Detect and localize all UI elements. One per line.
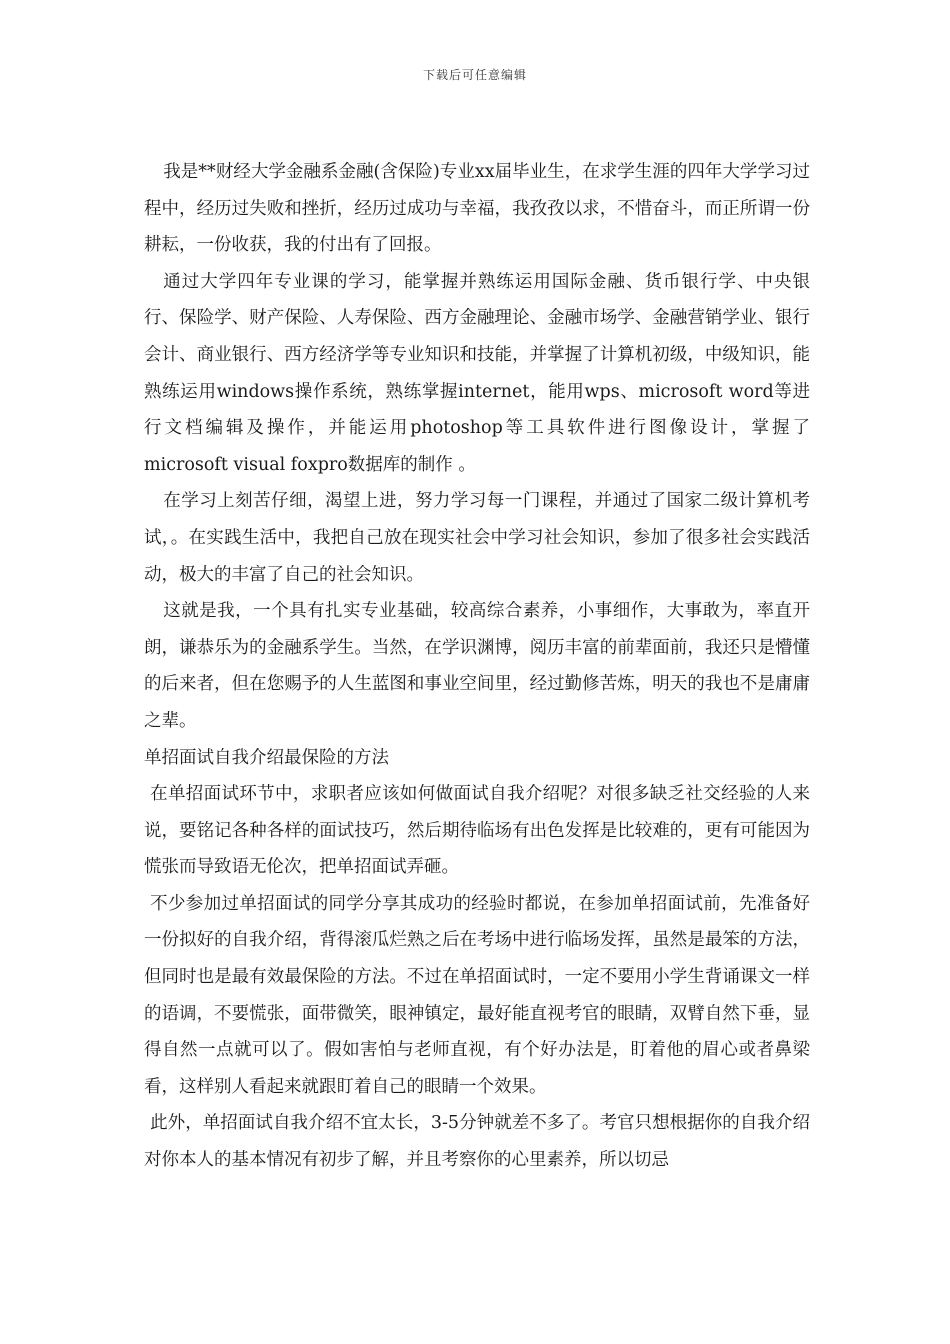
paragraph-interview-length: 此外，单招面试自我介绍不宜太长，3-5分钟就差不多了。考官只想根据你的自我介绍对你本人的基本情况有初步了解，并且考察你的心里素养，所以切忌	[144, 1113, 810, 1171]
document-body	[144, 154, 810, 1179]
paragraph-courses: 通过大学四年专业课的学习，能掌握并熟练运用国际金融、货币银行学、中央银行、保险学、财产保险、人寿保险、西方金融理论、金融市场学、金融营销学业、银行会计、商业银行、西方经济学等专业知识和技能，并掌握了计算机初级，中级知识，能熟练运用windows操作系统，熟练掌握internet，能用wps、microsoft word等进行文档编辑及操作，并能运用photoshop等工具软件进行图像设计，掌握了microsoft visual foxpro数据库的制作 。	[144, 271, 810, 475]
section-heading: 单招面试自我介绍最保险的方法	[144, 747, 389, 768]
paragraph-summary: 这就是我，一个具有扎实专业基础，较高综合素养，小事细作，大事敢为，率直开朗，谦恭乐为的金融系学生。当然，在学识渊博，阅历丰富的前辈面前，我还只是懵懂的后来者，但在您赐予的人生蓝图和事业空间里，经过勤修苦炼，明天的我也不是庸庸之辈。	[144, 601, 810, 731]
paragraph-study: 在学习上刻苦仔细，渴望上进，努力学习每一门课程，并通过了国家二级计算机考试，。在实践生活中，我把自己放在现实社会中学习社会知识，参加了很多社会实践活动，极大的丰富了自己的社会知识。	[144, 491, 810, 585]
page-header: 下载后可任意编辑	[422, 68, 527, 82]
paragraph-interview-intro: 在单招面试环节中，求职者应该如何做面试自我介绍呢？对很多缺乏社交经验的人来说，要铭记各种各样的面试技巧，然后期待临场有出色发挥是比较难的，更有可能因为慌张而导致语无伦次，把单招面试弄砸。	[144, 784, 810, 878]
paragraph-interview-tips: 不少参加过单招面试的同学分享其成功的经验时都说，在参加单招面试前，先准备好一份拟好的自我介绍，背得滚瓜烂熟之后在考场中进行临场发挥，虽然是最笨的方法，但同时也是最有效最保险的方法。不过在单招面试时，一定不要用小学生背诵课文一样的语调，不要慌张，面带微笑，眼神镇定，最好能直视考官的眼睛，双臂自然下垂，显得自然一点就可以了。假如害怕与老师直视，有个好办法是，盯着他的眉心或者鼻梁看，这样别人看起来就跟盯着自己的眼睛一个效果。	[144, 893, 810, 1097]
paragraph-intro: 我是**财经大学金融系金融(含保险)专业xx届毕业生，在求学生涯的四年大学学习过程中，经历过失败和挫折，经历过成功与幸福，我孜孜以求，不惜奋斗，而正所谓一份耕耘，一份收获，我的付出有了回报。	[144, 162, 810, 256]
